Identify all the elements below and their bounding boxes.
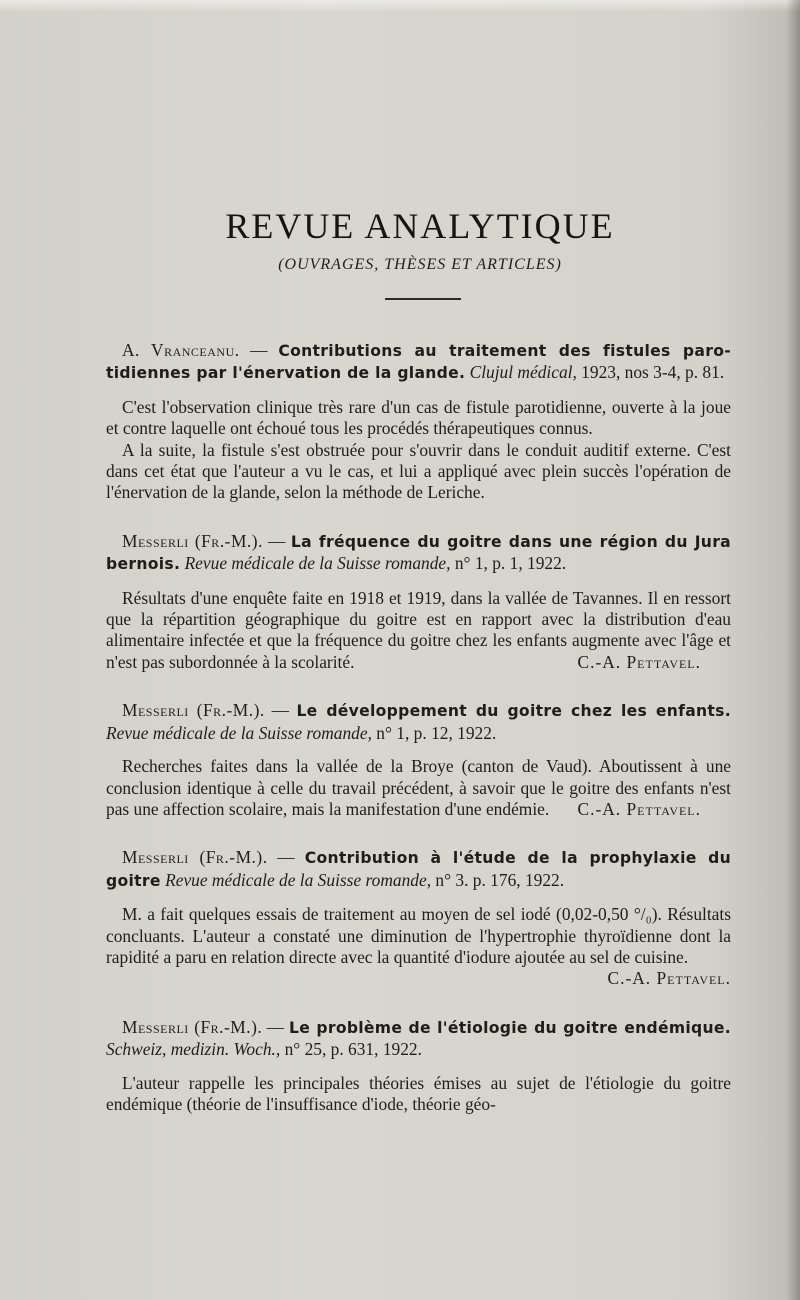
entry-citation [106, 340, 731, 385]
review-entry [106, 1017, 731, 1116]
entry-paragraph: C'est l'observation clinique très rare d'un cas de fistule parotidienne, ouverte à la joue et contre laquelle ont échoué tous les procédés thérapeutiques connus. [106, 396, 731, 439]
title-rule [385, 298, 461, 300]
entry-title: Contributions au traitement des fistules paro-tidiennes par l'énervation de la glande. [106, 342, 731, 383]
page-right-edge-shadow [786, 0, 800, 1300]
entry-signature: C.-A. Pettavel. [577, 798, 701, 819]
entry-reference: n° 25, p. 631, 1922. [280, 1039, 422, 1060]
entry-reference: n° 1, p. 12, 1922. [371, 722, 497, 743]
entry-journal: Revue médicale de la Suisse romande, [184, 553, 451, 574]
entry-separator: . — [259, 700, 297, 721]
entry-citation [106, 847, 731, 892]
entry-citation [106, 700, 731, 744]
entry-author: Messerli (Fr.-M.) [122, 530, 259, 551]
entry-citation [106, 1017, 731, 1061]
entry-author: Messerli (Fr.-M.) [122, 1016, 258, 1037]
entry-paragraph: L'auteur rappelle les principales théories émises au sujet de l'étiologie du goitre endémique (théorie de l'insuffisance d'iode, théorie géo- [106, 1072, 731, 1114]
page-top-edge [0, 0, 800, 12]
entry-signature: C.-A. Pettavel. [577, 651, 701, 672]
entry-paragraph [106, 756, 731, 820]
entry-reference: n° 3. p. 176, 1922. [431, 869, 565, 890]
entry-paragraph [106, 588, 731, 674]
entry-journal: Clujul médical, [469, 362, 577, 383]
entry-title: Contribution à l'étude de la prophylaxie du goitre [106, 849, 732, 890]
entry-title: La fréquence du goitre dans une région du Jura bernois. [106, 532, 732, 574]
review-entry [106, 700, 731, 820]
entry-author: Messerli (Fr.-M.) [122, 847, 263, 868]
entry-reference: n° 1, p. 1, 1922. [450, 553, 567, 574]
entry-citation [106, 531, 731, 576]
review-entry [106, 340, 731, 504]
entry-separator: . — [262, 847, 305, 868]
entry-author: A. Vranceanu [122, 340, 235, 360]
entry-separator: . — [258, 530, 291, 551]
page-title: REVUE ANALYTIQUE [225, 206, 615, 246]
entry-paragraph-text: Résultats d'une enquête faite en 1918 et 1919, dans la vallée de Tavannes. Il en ressort que la répartition géographique du goitre est en rapport avec la distribution d'eau alimentaire infectée et que la fréquence du goitre chez les enfants augmente avec l'âge et n'est pas subordonnée à la scolarité. [106, 587, 731, 672]
entry-paragraph: A la suite, la fistule s'est obstruée pour s'ouvrir dans le conduit auditif externe. C'est dans cet état que l'auteur a vu le cas, et lui a appliqué avec plein succès l'opération de l'énervation de la glande, selon la méthode de Leriche. [106, 439, 731, 503]
entry-journal: Schweiz, medizin. Woch., [106, 1039, 281, 1060]
page-subtitle: (OUVRAGES, THÈSES ET ARTICLES) [278, 256, 562, 273]
entry-journal: Revue médicale de la Suisse romande, [106, 722, 372, 743]
entry-separator: . — [234, 340, 279, 360]
review-list [106, 340, 731, 1142]
review-entry [106, 847, 731, 989]
entry-signature: C.-A. Pettavel. [607, 968, 731, 989]
entry-journal: Revue médicale de la Suisse romande, [165, 869, 432, 890]
review-entry [106, 531, 731, 673]
entry-title: Le problème de l'étiologie du goitre endémique. [288, 1018, 732, 1037]
entry-paragraph-text: Recherches faites dans la vallée de la Broye (canton de Vaud). Aboutissent à une conclusion identique à celle du travail précédent, à savoir que le goitre des enfants n'est pas une affection scolaire, mais la manifestation d'une endémie. [106, 756, 731, 819]
entry-title: Le développement du goitre chez les enfants. [296, 702, 731, 721]
entry-separator: . — [257, 1016, 289, 1037]
entry-author: Messerli (Fr.-M.) [122, 700, 260, 721]
entry-reference: 1923, nos 3-4, p. 81. [576, 362, 725, 383]
entry-paragraph: M. a fait quelques essais de traitement au moyen de sel iodé (0,02-0,50 °/₀). Résultats concluants. L'auteur a constaté une diminution de l'hypertrophie thyroïdienne dont la rapidité a paru en relation directe avec la quantité d'iodure ajoutée au sel de cuisine. [106, 904, 731, 967]
